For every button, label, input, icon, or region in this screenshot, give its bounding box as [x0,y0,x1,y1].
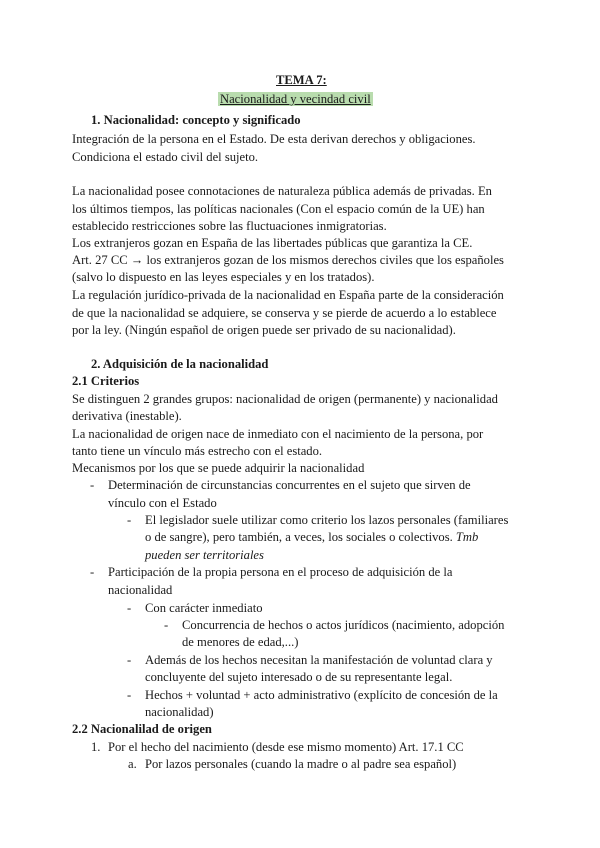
paragraph-line: Se distinguen 2 grandes grupos: nacionalidad de origen (permanente) y nacionalidad [72,392,498,406]
bullet-marker: - [127,653,132,667]
bullet-line: Determinación de circunstancias concurrentes en el sujeto que sirven de [108,478,471,492]
paragraph-line: por la ley. (Ningún español de origen puede ser privado de su nacionalidad). [72,323,456,337]
bullet-marker: - [90,478,95,492]
paragraph-line: Los extranjeros gozan en España de las libertades públicas que garantiza la CE. [72,236,473,250]
bullet-line: Con carácter inmediato [145,601,263,615]
bullet-line: Además de los hechos necesitan la manifestación de voluntad clara y [145,653,493,667]
section-heading: 2. Adquisición de la nacionalidad [91,357,269,371]
numbered-line: Por el hecho del nacimiento (desde ese mismo momento) Art. 17.1 CC [108,740,464,754]
bullet-line: Participación de la propia persona en el proceso de adquisición de la [108,565,453,579]
paragraph-line: La nacionalidad posee connotaciones de naturaleza pública además de privadas. En [72,184,492,198]
paragraph-line: Mecanismos por los que se puede adquirir la nacionalidad [72,461,365,475]
paragraph-line: Art. 27 CC → los extranjeros gozan de los mismos derechos civiles que los españoles [72,253,504,267]
document-subtitle: Nacionalidad y vecindad civil [220,92,371,106]
bullet-marker: - [90,565,95,579]
paragraph-line: tanto tiene un vínculo más estrecho con el estado. [72,444,323,458]
paragraph-line: los últimos tiempos, las políticas nacionales (Con el espacio común de la UE) han [72,202,485,216]
bullet-line: Hechos + voluntad + acto administrativo (explícito de concesión de la [145,688,498,702]
paragraph-line: (salvo lo dispuesto en las leyes especiales y en los tratados). [72,270,375,284]
numbered-marker: a. [128,757,137,771]
italic-note: pueden ser territoriales [145,548,264,562]
bullet-line: nacionalidad [108,583,173,597]
paragraph-line: Condiciona el estado civil del sujeto. [72,150,259,164]
numbered-line: Por lazos personales (cuando la madre o al padre sea español) [145,757,457,771]
bullet-line: El legislador suele utilizar como criterio los lazos personales (familiares [145,513,509,527]
section-heading: 1. Nacionalidad: concepto y significado [91,113,301,127]
subsection-heading: 2.2 Nacionalilad de origen [72,722,212,736]
document-title: TEMA 7: [276,73,327,87]
bullet-line: concluyente del sujeto interesado o de su representante legal. [145,670,453,684]
paragraph-line: establecido restricciones sobre las fluctuaciones inmigratorias. [72,219,387,233]
paragraph-line: de que la nacionalidad se adquiere, se conserva y se pierde de acuerdo a lo establece [72,306,497,320]
paragraph-line: derivativa (inestable). [72,409,182,423]
bullet-line-text: o de sangre), pero también, a veces, los sociales o colectivos. [145,530,456,544]
document-subtitle-wrap [218,91,373,108]
subsection-heading: 2.1 Criterios [72,374,140,388]
bullet-line: nacionalidad) [145,705,214,719]
bullet-line: vínculo con el Estado [108,496,217,510]
bullet-marker: - [127,601,132,615]
bullet-line: Concurrencia de hechos o actos jurídicos (nacimiento, adopción [182,618,505,632]
paragraph-line: La regulación jurídico-privada de la nacionalidad en España parte de la consideración [72,288,504,302]
numbered-marker: 1. [91,740,101,754]
bullet-line [145,529,478,546]
bullet-line: de menores de edad,...) [182,635,299,649]
bullet-marker: - [127,688,132,702]
paragraph-line: La nacionalidad de origen nace de inmediato con el nacimiento de la persona, por [72,427,484,441]
paragraph-line: Integración de la persona en el Estado. De esta derivan derechos y obligaciones. [72,132,476,146]
italic-note: Tmb [455,530,479,544]
bullet-marker: - [164,618,169,632]
bullet-marker: - [127,513,132,527]
